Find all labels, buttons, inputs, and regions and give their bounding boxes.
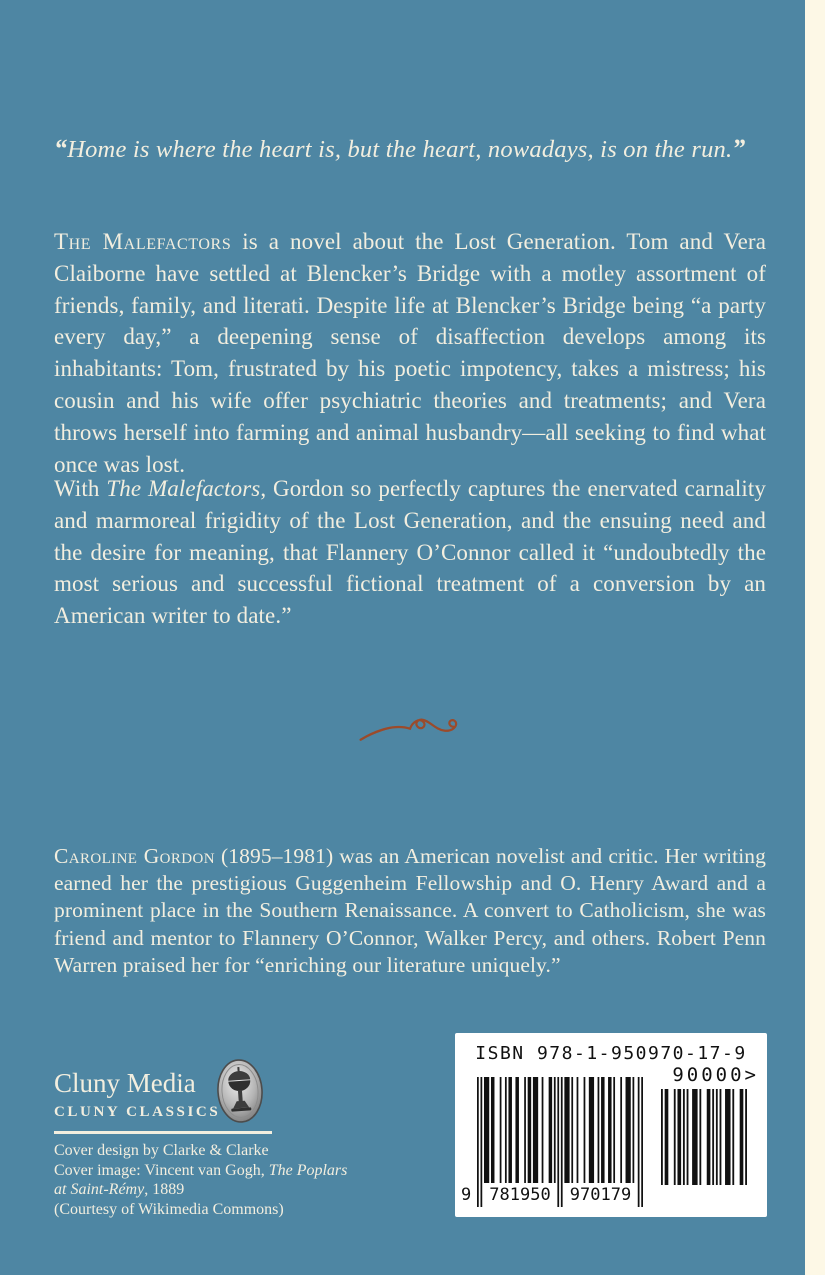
publisher-row (54, 1058, 284, 1124)
credit-line-courtesy: (Courtesy of Wikimedia Commons) (54, 1200, 284, 1218)
artwork-title-part2: at Saint-Rémy (54, 1181, 145, 1198)
synopsis-paragraph (54, 226, 766, 480)
praise-text-after: , Gordon so perfectly captures the enervated carnality and marmoreal frigidity of the Lost Generation, and the ensuing need and the desire for meaning, that Flannery O’Connor called it “undoubtedly the most serious and successful fictional treatment of a conversion by an American writer to date.” (54, 476, 766, 629)
book-title-smallcaps: The Malefactors (54, 229, 232, 254)
praise-text-before: With (54, 476, 107, 501)
praise-paragraph (54, 473, 766, 632)
publisher-names (54, 1058, 221, 1121)
isbn-number: ISBN 978-1-950970-17-9 (475, 1043, 747, 1064)
artwork-title-part1: The Poplars (268, 1161, 348, 1179)
publisher-name: Cluny Media (54, 1068, 196, 1098)
author-bio-paragraph (54, 843, 766, 979)
barcode-digit-group: 9 (461, 1185, 472, 1205)
author-name-smallcaps: Caroline Gordon (54, 844, 215, 868)
barcode-digit-group: 781950 (489, 1185, 551, 1205)
close-quote-mark: ” (732, 134, 746, 163)
synopsis-text: is a novel about the Lost Generation. Tom and Vera Claiborne have settled at Blencker’s Bridge with a motley assortment of friends, family, and literati. Despite life at Blencker’s Bridge being “a party every day,” a deepening sense of disaffection develops among its inhabitants: Tom, frustrated by his poetic impotency, takes a mistress; his cousin and his wife offer psychiatric theories and treatments; and Vera throws herself into farming and animal husbandry—all seeking to find what once was lost. (54, 229, 767, 477)
chalice-medallion-icon (216, 1058, 264, 1124)
isbn-barcode-panel (455, 1033, 767, 1217)
book-title-italic: The Malefactors (106, 476, 261, 501)
epigraph-quote (54, 132, 766, 167)
cover-credits (54, 1141, 348, 1219)
divider-line (54, 1131, 272, 1134)
credit-line-image (54, 1161, 348, 1181)
addon-barcode (661, 1089, 747, 1185)
barcode-addon-value: 90000> (672, 1064, 759, 1086)
cover-edge-strip (805, 0, 825, 1275)
flourish-ornament-icon (54, 712, 766, 748)
publisher-block (54, 1058, 348, 1219)
credit-image-text: Cover image: Vincent van Gogh, (54, 1161, 269, 1179)
barcode-digit-group: 970179 (569, 1185, 632, 1205)
imprint-name: CLUNY CLASSICS (54, 1104, 221, 1120)
artwork-year: , 1889 (144, 1181, 185, 1198)
barcode-digits (461, 1185, 643, 1207)
epigraph-text: Home is where the heart is, but the heart, nowadays, is on the run. (67, 136, 733, 163)
credit-line-image-cont (54, 1180, 284, 1200)
credit-line-design: Cover design by Clarke & Clarke (54, 1142, 269, 1159)
open-quote-mark: “ (54, 134, 68, 163)
bio-text: (1895–1981) was an American novelist and critic. Her writing earned her the prestigious Guggenheim Fellowship and O. Henry Award and a prominent place in the Southern Renaissance. A convert to Catholicism, she was friend and mentor to Flannery O’Connor, Walker Percy, and others. Robert Penn Warren praised her for “enriching our literature uniquely.” (54, 844, 766, 977)
